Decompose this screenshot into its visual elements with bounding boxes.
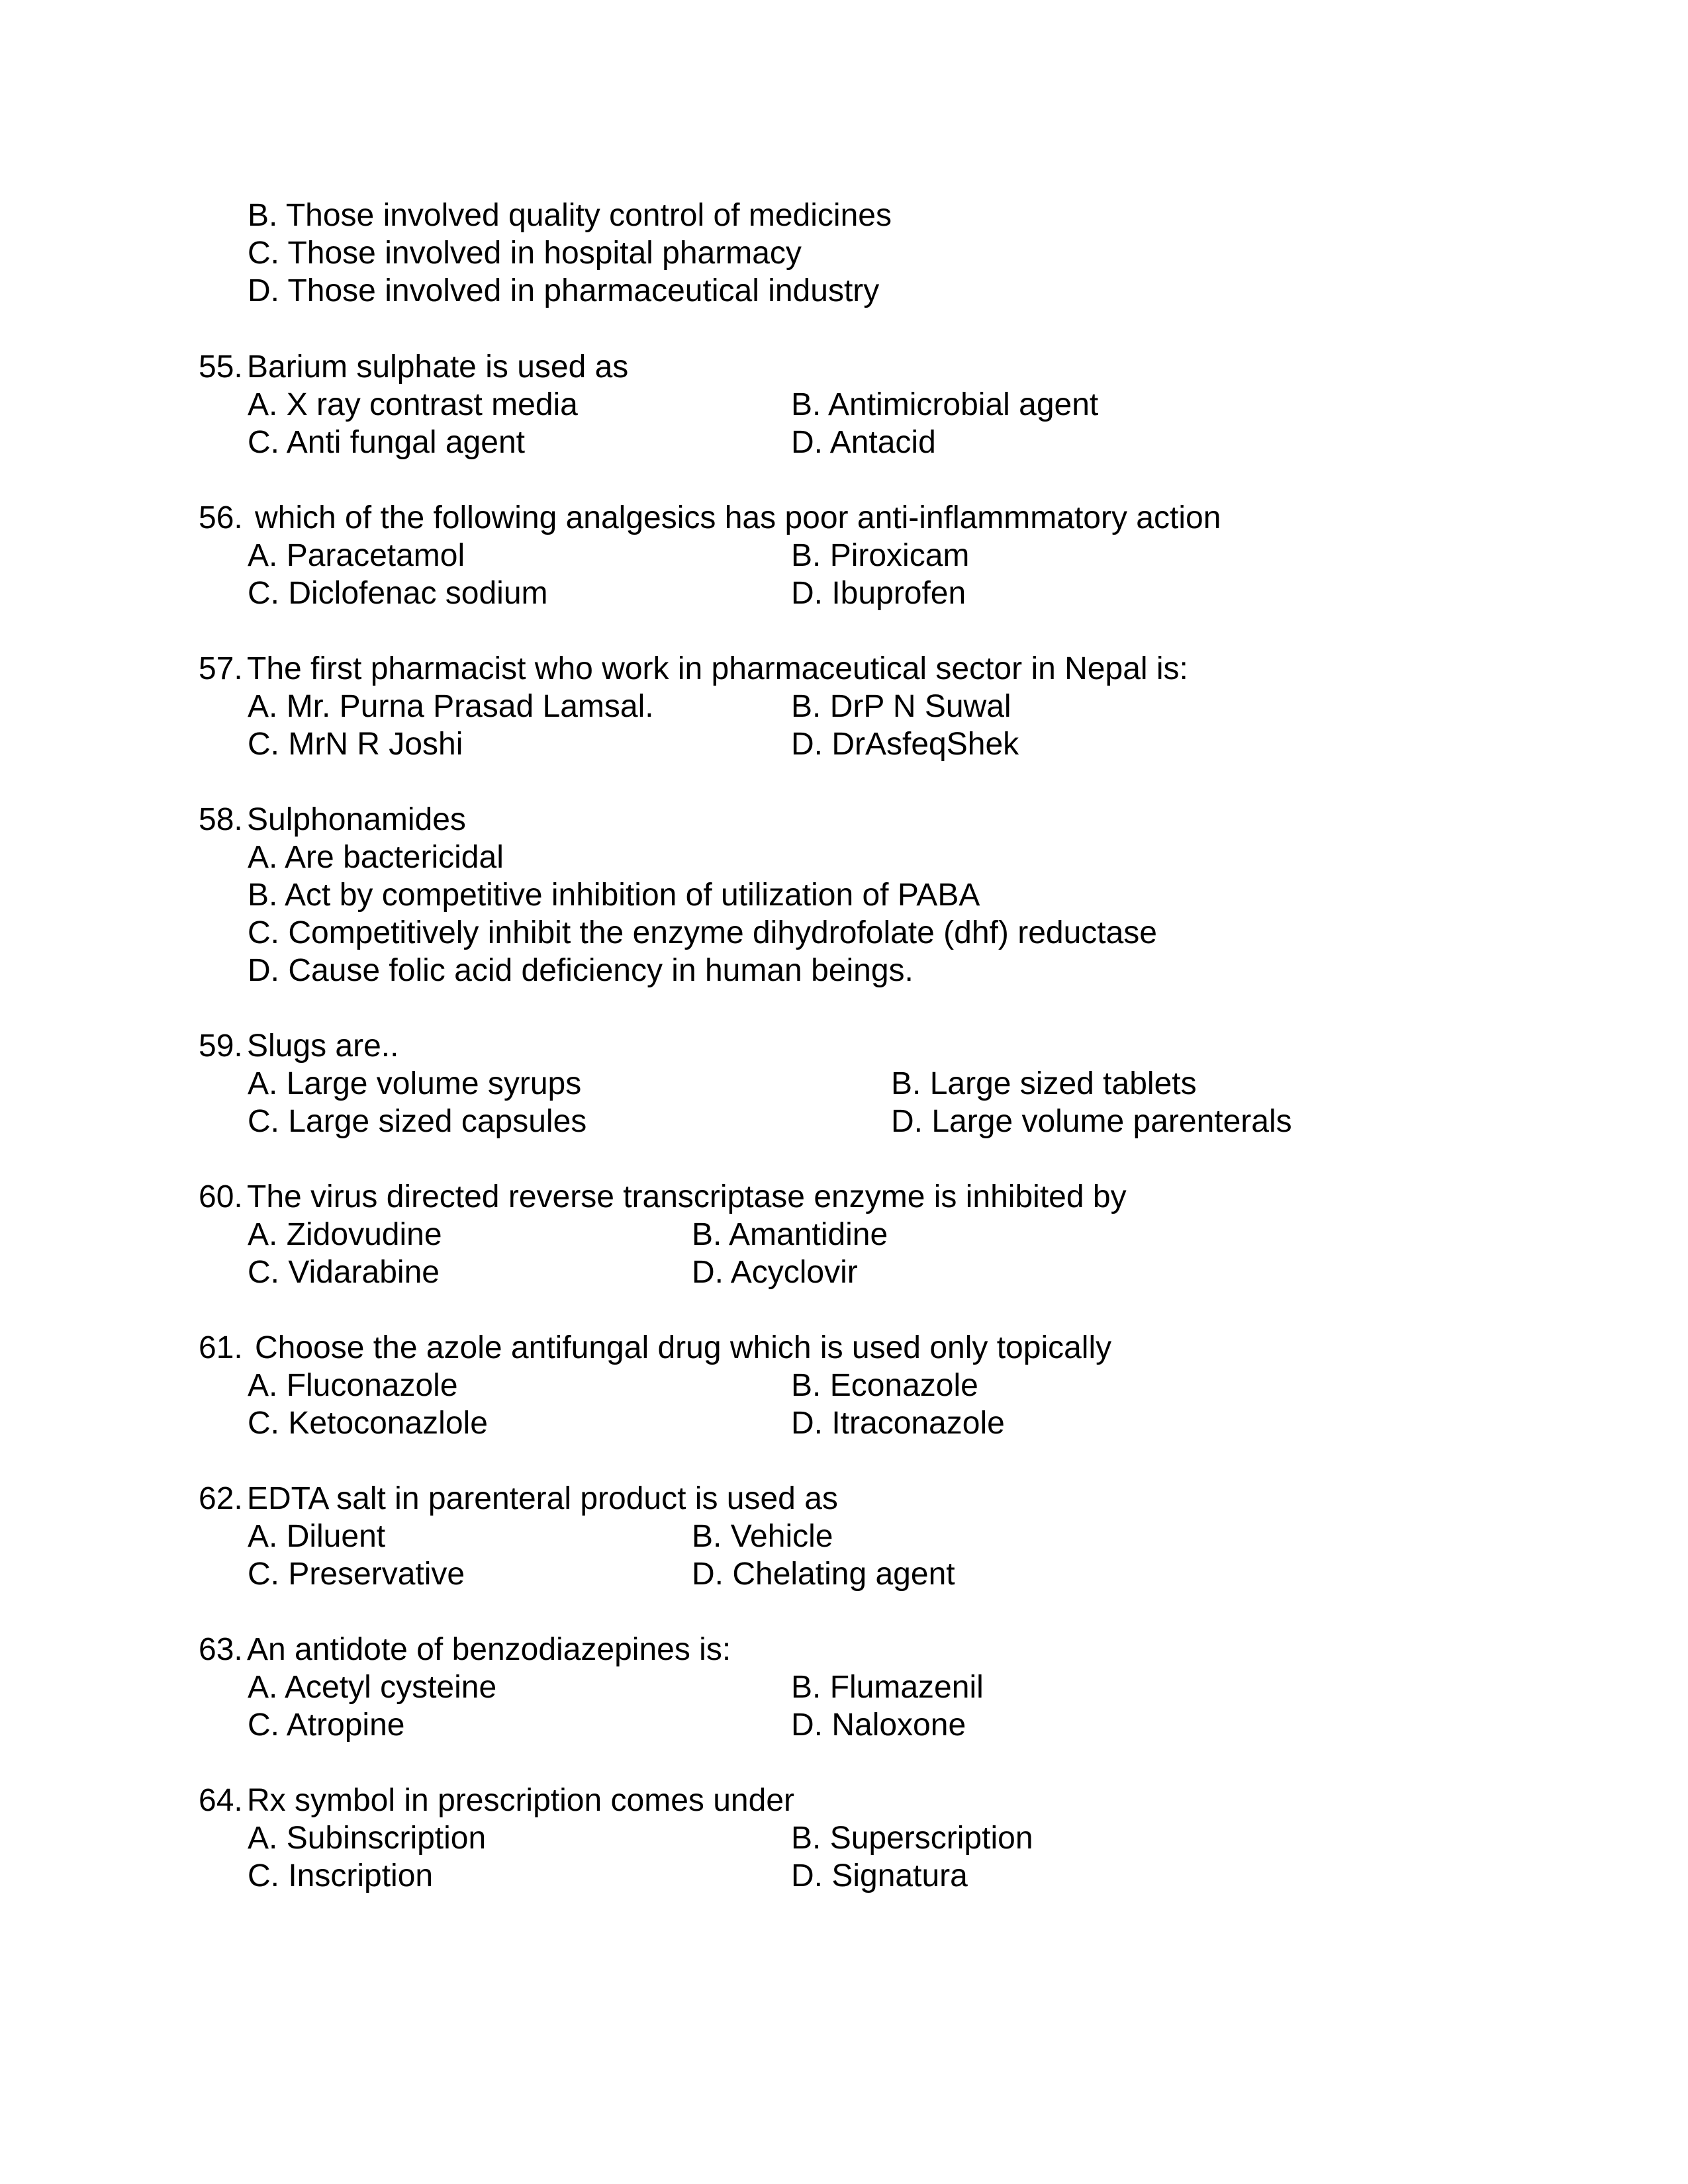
option-b: B. Superscription	[791, 1821, 1033, 1856]
option-c: C. Large sized capsules	[248, 1104, 587, 1139]
question-number: 60.	[199, 1179, 243, 1214]
option-b: B. Piroxicam	[791, 538, 970, 573]
option-prev-d: D. Those involved in pharmaceutical industry	[248, 273, 880, 308]
question-63	[199, 1631, 731, 1668]
option-a: A. Subinscription	[248, 1821, 487, 1856]
option-c: C. MrN R Joshi	[248, 727, 463, 762]
question-text: which of the following analgesics has poor anti-inflammmatory action	[255, 500, 1221, 535]
question-61	[199, 1329, 1111, 1367]
question-64	[199, 1782, 794, 1819]
option-c: C. Anti fungal agent	[248, 425, 525, 460]
option-a: A. Fluconazole	[248, 1368, 458, 1403]
option-d: D. Chelating agent	[692, 1557, 955, 1592]
question-62	[199, 1480, 838, 1518]
question-60	[199, 1178, 1127, 1216]
option-c: C. Inscription	[248, 1858, 434, 1893]
option-prev-b: B. Those involved quality control of medicines	[248, 198, 892, 233]
option-a: A. Mr. Purna Prasad Lamsal.	[248, 689, 654, 724]
question-number: 57.	[199, 651, 243, 686]
option-b: B. Amantidine	[692, 1217, 888, 1252]
question-text: Choose the azole antifungal drug which is used only topically	[255, 1330, 1112, 1365]
question-number: 59.	[199, 1028, 243, 1064]
option-a: A. Large volume syrups	[248, 1066, 582, 1101]
option-b: B. Vehicle	[692, 1519, 833, 1554]
option-b: B. Flumazenil	[791, 1670, 984, 1705]
option-a: A. X ray contrast media	[248, 387, 578, 422]
option-d: D. Antacid	[791, 425, 936, 460]
option-c: C. Preservative	[248, 1557, 465, 1592]
option-d: D. Itraconazole	[791, 1406, 1005, 1441]
question-59	[199, 1027, 399, 1065]
option-d: D. Acyclovir	[692, 1255, 858, 1290]
option-c: C. Atropine	[248, 1707, 405, 1743]
option-c: C. Vidarabine	[248, 1255, 440, 1290]
option-c: C. Diclofenac sodium	[248, 576, 548, 611]
question-55	[199, 348, 628, 386]
option-a: A. Acetyl cysteine	[248, 1670, 497, 1705]
option-d: D. DrAsfeqShek	[791, 727, 1019, 762]
question-text: An antidote of benzodiazepines is:	[247, 1632, 731, 1667]
question-text: Slugs are..	[247, 1028, 399, 1064]
option-c: C. Competitively inhibit the enzyme dihydrofolate (dhf) reductase	[248, 915, 1157, 950]
option-d: D. Naloxone	[791, 1707, 966, 1743]
option-d: D. Signatura	[791, 1858, 968, 1893]
question-number: 56.	[199, 500, 243, 535]
option-prev-c: C. Those involved in hospital pharmacy	[248, 236, 802, 271]
question-number: 63.	[199, 1632, 243, 1667]
option-b: B. DrP N Suwal	[791, 689, 1011, 724]
question-text: The virus directed reverse transcriptase enzyme is inhibited by	[247, 1179, 1127, 1214]
question-number: 64.	[199, 1783, 243, 1818]
question-number: 62.	[199, 1481, 243, 1516]
option-a: A. Diluent	[248, 1519, 386, 1554]
question-58	[199, 801, 466, 839]
option-d: D. Large volume parenterals	[891, 1104, 1292, 1139]
question-text: Sulphonamides	[247, 802, 466, 837]
question-57	[199, 650, 1188, 688]
option-c: C. Ketoconazlole	[248, 1406, 488, 1441]
question-text: Rx symbol in prescription comes under	[247, 1783, 794, 1818]
option-a: A. Are bactericidal	[248, 840, 504, 875]
question-text: EDTA salt in parenteral product is used as	[247, 1481, 838, 1516]
question-text: Barium sulphate is used as	[247, 349, 629, 385]
option-b: B. Large sized tablets	[891, 1066, 1197, 1101]
question-text: The first pharmacist who work in pharmaceutical sector in Nepal is:	[247, 651, 1188, 686]
option-b: B. Act by competitive inhibition of utilization of PABA	[248, 878, 980, 913]
option-b: B. Antimicrobial agent	[791, 387, 1099, 422]
question-56	[199, 499, 1221, 537]
option-a: A. Zidovudine	[248, 1217, 442, 1252]
option-b: B. Econazole	[791, 1368, 978, 1403]
option-a: A. Paracetamol	[248, 538, 465, 573]
question-number: 61.	[199, 1330, 243, 1365]
option-d: D. Cause folic acid deficiency in human beings.	[248, 953, 914, 988]
question-number: 55.	[199, 349, 243, 385]
option-d: D. Ibuprofen	[791, 576, 966, 611]
question-number: 58.	[199, 802, 243, 837]
